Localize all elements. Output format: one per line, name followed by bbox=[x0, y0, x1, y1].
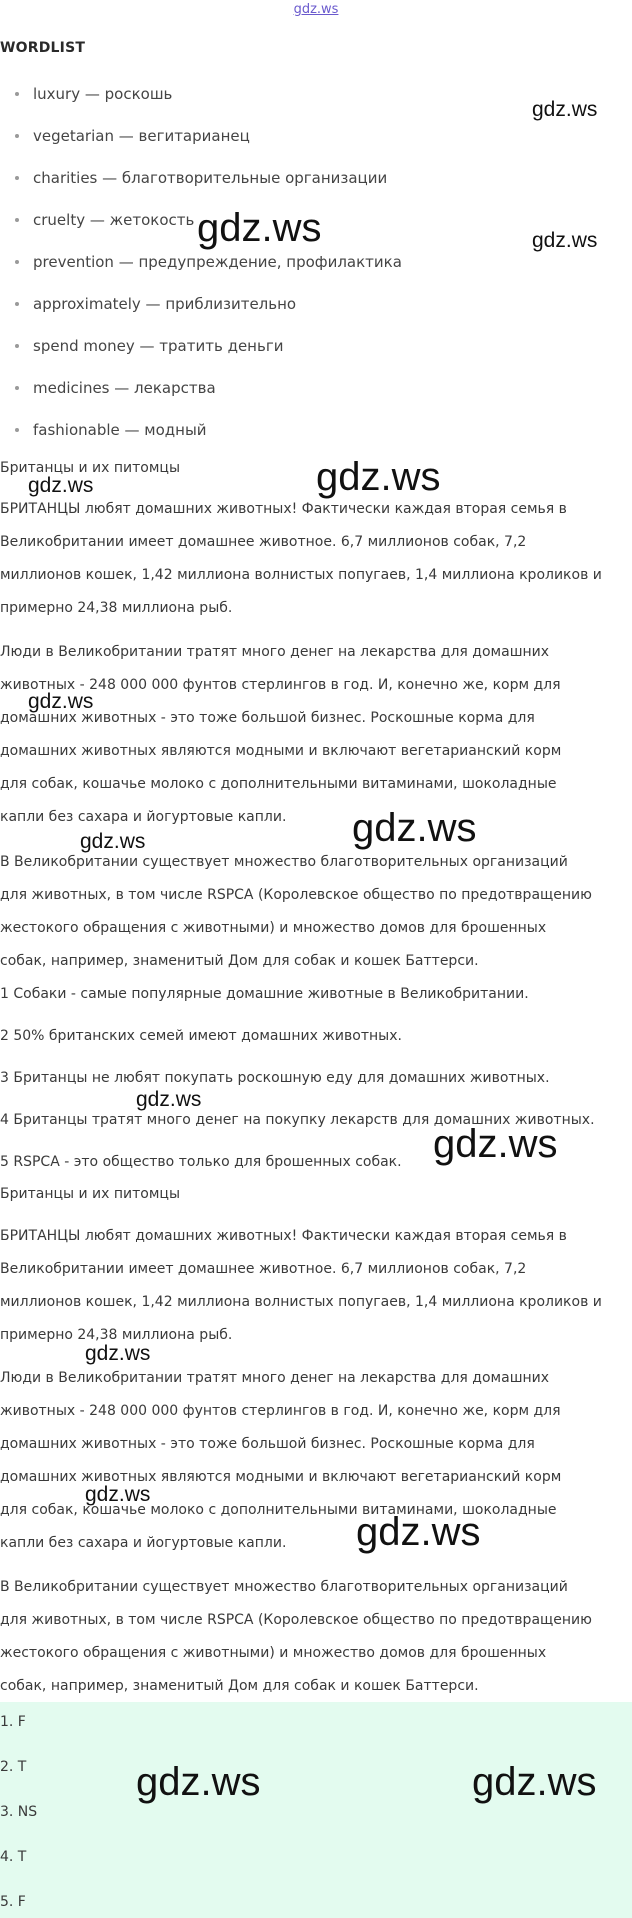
article-paragraph bbox=[0, 1362, 632, 1560]
watermark: gdz.ws bbox=[356, 1510, 481, 1554]
list-item: cruelty — жетокость bbox=[0, 210, 402, 252]
watermark: gdz.ws bbox=[197, 206, 322, 250]
text-line: для собак, кошачье молоко с дополнительными витаминами, шоколадные bbox=[0, 1502, 557, 1518]
answer-item: 5. F bbox=[0, 1894, 26, 1910]
text-line: жестокого обращения с животными) и множество домов для брошенных bbox=[0, 1645, 547, 1661]
text-line: Люди в Великобритании тратят много денег на лекарства для домашних bbox=[0, 1370, 550, 1386]
list-item: fashionable — модный bbox=[0, 420, 402, 462]
answer-item: 2. T bbox=[0, 1759, 27, 1775]
answer-item: 3. NS bbox=[0, 1804, 38, 1820]
answer-item: 4. T bbox=[0, 1849, 27, 1865]
statement: 1 Собаки - самые популярные домашние животные в Великобритании. bbox=[0, 986, 529, 1002]
text-line: домашних животных - это тоже большой бизнес. Роскошные корма для bbox=[0, 1436, 535, 1452]
watermark: gdz.ws bbox=[85, 1483, 151, 1506]
text-line: животных - 248 000 000 фунтов стерлингов в год. И, конечно же, корм для bbox=[0, 1403, 561, 1419]
text-line: В Великобритании существует множество благотворительных организаций bbox=[0, 854, 568, 870]
list-item: prevention — предупреждение, профилактика bbox=[0, 252, 402, 294]
text-line: Люди в Великобритании тратят много денег на лекарства для домашних bbox=[0, 644, 550, 660]
list-item: spend money — тратить деньги bbox=[0, 336, 402, 378]
wordlist-heading: WORDLIST bbox=[0, 40, 86, 56]
list-item: vegetarian — вегитарианец bbox=[0, 126, 402, 168]
text-line: Великобритании имеет домашнее животное. 6,7 миллионов собак, 7,2 bbox=[0, 1261, 527, 1277]
article-title: Британцы и их питомцы bbox=[0, 1186, 181, 1202]
text-line: примерно 24,38 миллиона рыб. bbox=[0, 1327, 233, 1343]
answers-panel bbox=[0, 1702, 632, 1918]
text-line: домашних животных являются модными и включают вегетарианский корм bbox=[0, 1469, 562, 1485]
article-title: Британцы и их питомцы bbox=[0, 460, 181, 476]
text-line: для животных, в том числе RSPCA (Королевское общество по предотвращению bbox=[0, 887, 592, 903]
text-line: БРИТАНЦЫ любят домашних животных! Фактически каждая вторая семья в bbox=[0, 1228, 567, 1244]
text-line: для животных, в том числе RSPCA (Королевское общество по предотвращению bbox=[0, 1612, 592, 1628]
text-line: миллионов кошек, 1,42 миллиона волнистых попугаев, 1,4 миллиона кроликов и bbox=[0, 567, 602, 583]
list-item: medicines — лекарства bbox=[0, 378, 402, 420]
watermark: gdz.ws bbox=[472, 1760, 597, 1804]
text-line: капли без сахара и йогуртовые капли. bbox=[0, 1535, 287, 1551]
text-line: БРИТАНЦЫ любят домашних животных! Фактически каждая вторая семья в bbox=[0, 501, 567, 517]
article-paragraph bbox=[0, 846, 632, 978]
watermark: gdz.ws bbox=[80, 830, 146, 853]
answer-item: 1. F bbox=[0, 1714, 26, 1730]
watermark: gdz.ws bbox=[316, 455, 441, 499]
list-item: approximately — приблизительно bbox=[0, 294, 402, 336]
watermark: gdz.ws bbox=[28, 474, 94, 497]
watermark: gdz.ws bbox=[136, 1760, 261, 1804]
site-link[interactable]: gdz.ws bbox=[293, 2, 339, 17]
watermark: gdz.ws bbox=[136, 1088, 202, 1111]
statement: 2 50% британских семей имеют домашних животных. bbox=[0, 1028, 402, 1044]
statement: 4 Британцы тратят много денег на покупку лекарств для домашних животных. bbox=[0, 1112, 595, 1128]
text-line: миллионов кошек, 1,42 миллиона волнистых попугаев, 1,4 миллиона кроликов и bbox=[0, 1294, 602, 1310]
wordlist bbox=[0, 84, 402, 462]
watermark: gdz.ws bbox=[433, 1122, 558, 1166]
statement: 5 RSPCA - это общество только для брошенных собак. bbox=[0, 1154, 402, 1170]
article-paragraph bbox=[0, 1220, 632, 1352]
text-line: жестокого обращения с животными) и множество домов для брошенных bbox=[0, 920, 547, 936]
list-item: luxury — роскошь bbox=[0, 84, 402, 126]
article-paragraph bbox=[0, 636, 632, 834]
text-line: Великобритании имеет домашнее животное. 6,7 миллионов собак, 7,2 bbox=[0, 534, 527, 550]
text-line: домашних животных - это тоже большой бизнес. Роскошные корма для bbox=[0, 710, 535, 726]
list-item: charities — благотворительные организации bbox=[0, 168, 402, 210]
article-paragraph bbox=[0, 1571, 632, 1703]
article-paragraph bbox=[0, 493, 632, 625]
statement: 3 Британцы не любят покупать роскошную еду для домашних животных. bbox=[0, 1070, 550, 1086]
watermark: gdz.ws bbox=[532, 98, 598, 121]
watermark: gdz.ws bbox=[85, 1342, 151, 1365]
text-line: В Великобритании существует множество благотворительных организаций bbox=[0, 1579, 568, 1595]
text-line: собак, например, знаменитый Дом для собак и кошек Баттерси. bbox=[0, 953, 479, 969]
text-line: для собак, кошачье молоко с дополнительными витаминами, шоколадные bbox=[0, 776, 557, 792]
text-line: примерно 24,38 миллиона рыб. bbox=[0, 600, 233, 616]
watermark: gdz.ws bbox=[352, 806, 477, 850]
text-line: собак, например, знаменитый Дом для собак и кошек Баттерси. bbox=[0, 1678, 479, 1694]
text-line: домашних животных являются модными и включают вегетарианский корм bbox=[0, 743, 562, 759]
text-line: капли без сахара и йогуртовые капли. bbox=[0, 809, 287, 825]
text-line: животных - 248 000 000 фунтов стерлингов в год. И, конечно же, корм для bbox=[0, 677, 561, 693]
watermark: gdz.ws bbox=[532, 229, 598, 252]
watermark: gdz.ws bbox=[28, 690, 94, 713]
